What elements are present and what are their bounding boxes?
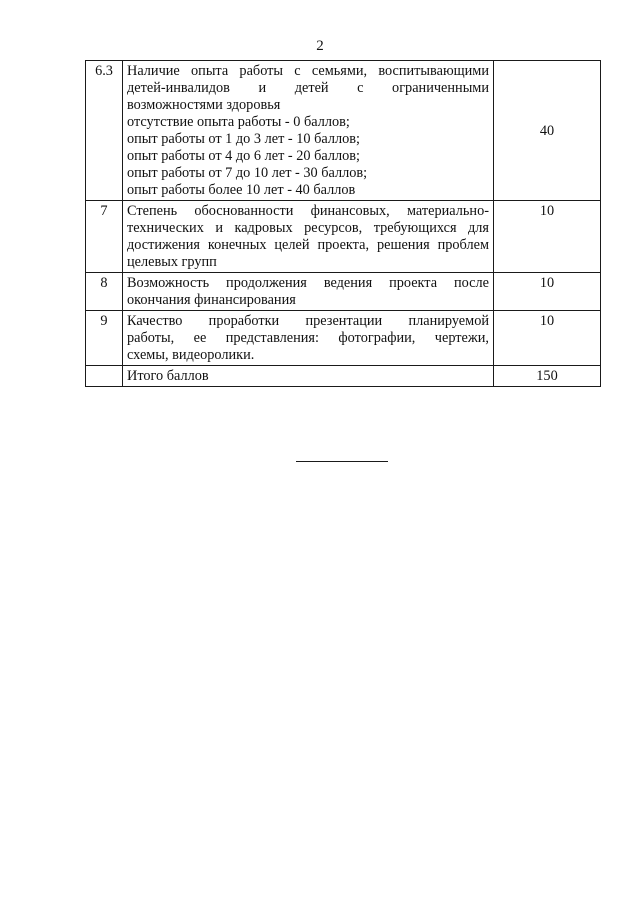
row-number: 6.3 [86,61,123,201]
row-score: 10 [494,273,601,311]
criterion-line: детей-инвалидов и детей с ограниченными [127,80,489,96]
criterion-line: Возможность продолжения ведения проекта после [127,275,489,291]
criterion-line: Наличие опыта работы с семьями, воспитывающими [127,63,489,79]
criterion-line: опыт работы от 1 до 3 лет - 10 баллов; [127,131,361,147]
criterion-text [123,61,494,201]
table-row [86,61,601,201]
criterion-line: работы, ее представления: фотографии, чертежи, [127,330,489,346]
criterion-line: технических и кадровых ресурсов, требующихся для [127,220,489,236]
row-number: 9 [86,311,123,366]
criterion-line: опыт работы более 10 лет - 40 баллов [127,182,356,198]
table-row-total [86,366,601,387]
row-number: 7 [86,201,123,273]
total-label: Итого баллов [123,366,494,387]
criterion-text [123,201,494,273]
criterion-line: опыт работы от 4 до 6 лет - 20 баллов; [127,148,361,164]
table-row [86,311,601,366]
criterion-line: окончания финансирования [127,292,296,308]
end-rule [296,461,388,462]
row-score: 10 [494,201,601,273]
row-score: 40 [494,61,601,201]
row-number: 8 [86,273,123,311]
criteria-table [85,60,601,387]
criterion-text [123,311,494,366]
criterion-text [123,273,494,311]
table-row [86,273,601,311]
criterion-line: опыт работы от 7 до 10 лет - 30 баллов; [127,165,368,181]
criterion-line: Качество проработки презентации планируемой [127,313,489,329]
criterion-line: схемы, видеоролики. [127,347,255,363]
row-number-empty [86,366,123,387]
criterion-line: достижения конечных целей проекта, решения проблем [127,237,489,253]
total-score: 150 [494,366,601,387]
table-row [86,201,601,273]
page-number: 2 [316,38,324,54]
row-score: 10 [494,311,601,366]
criterion-line: Степень обоснованности финансовых, материально- [127,203,489,219]
criterion-line: целевых групп [127,254,217,270]
criterion-line: отсутствие опыта работы - 0 баллов; [127,114,350,130]
criterion-line: возможностями здоровья [127,97,281,113]
